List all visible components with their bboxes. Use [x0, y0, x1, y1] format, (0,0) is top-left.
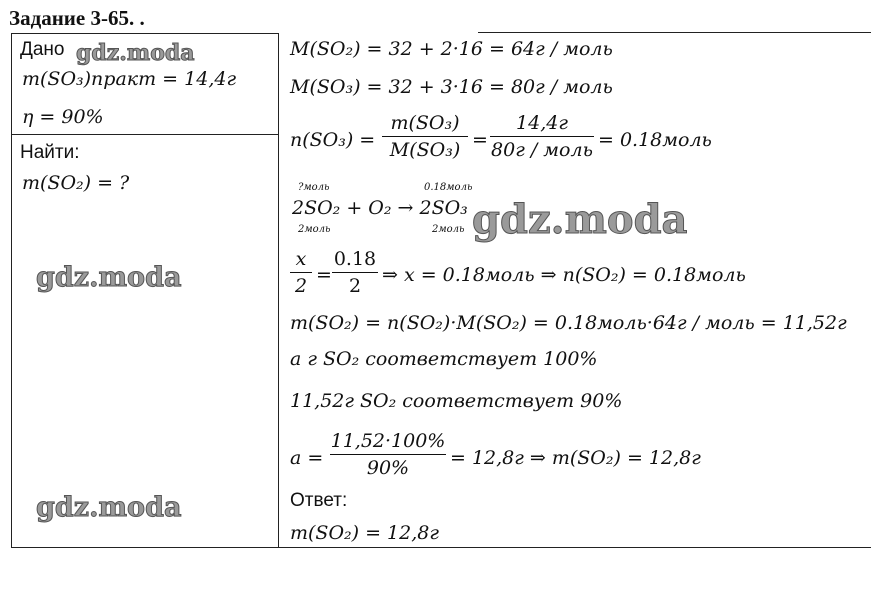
- fraction-bar: [382, 136, 468, 137]
- prop-x-denominator: 2: [294, 275, 308, 297]
- prop-018-denominator: 2: [348, 275, 362, 297]
- reaction-equation: 2SO₂ + O₂ → 2SO₃: [292, 197, 468, 219]
- molar-mass-so3: M(SO₃) = 32 + 3·16 = 80г / моль: [290, 76, 613, 98]
- a-lhs: а =: [290, 447, 324, 469]
- fraction-bar: [330, 454, 446, 455]
- watermark: gdz.moda: [36, 492, 182, 523]
- column-divider: [278, 33, 279, 548]
- given-mass-so3: m(SO₃)практ = 14,4г: [22, 68, 237, 90]
- prop-x-fraction: [290, 248, 312, 297]
- a-numerator: 11,52·100%: [330, 430, 446, 452]
- task-title: Задание 3-65. .: [9, 6, 145, 30]
- a-result: = 12,8г ⇒ m(SO₂) = 12,8г: [450, 447, 701, 469]
- n-so3-f2-denominator: 80г / моль: [491, 139, 593, 161]
- molar-mass-so2: M(SO₂) = 32 + 2·16 = 64г / моль: [290, 38, 613, 60]
- statement-a: а г SO₂ соответствует 100%: [290, 348, 598, 370]
- a-denominator: 90%: [366, 457, 410, 479]
- table-top-border: [11, 33, 278, 34]
- eq-below-right: 2моль: [432, 224, 465, 235]
- n-so3-f2-numerator: 14,4г: [516, 112, 568, 134]
- fraction-bar: [332, 272, 378, 273]
- prop-018-numerator: 0.18: [333, 248, 377, 270]
- n-so3-result: = 0.18моль: [598, 129, 712, 151]
- n-so3-f1-numerator: m(SO₃): [390, 112, 460, 134]
- n-so3-fraction-2: [490, 112, 594, 161]
- fraction-bar: [290, 272, 312, 273]
- statement-b: 11,52г SO₂ соответствует 90%: [290, 390, 623, 412]
- n-so3-f1-denominator: M(SO₃): [389, 139, 461, 161]
- prop-result: ⇒ x = 0.18моль ⇒ n(SO₂) = 0.18моль: [382, 264, 746, 286]
- n-so3-fraction-1: [382, 112, 468, 161]
- mass-so2-calc: m(SO₂) = n(SO₂)·M(SO₂) = 0.18моль·64г / моль = 11,52г: [290, 312, 847, 334]
- a-fraction: [330, 430, 446, 479]
- given-yield: η = 90%: [22, 106, 104, 128]
- answer-value: m(SO₂) = 12,8г: [290, 522, 439, 544]
- prop-equals: =: [316, 264, 332, 286]
- n-so3-lhs: n(SO₃) =: [290, 129, 376, 151]
- find-target: m(SO₂) = ?: [22, 172, 130, 194]
- fraction-bar: [490, 136, 594, 137]
- watermark: gdz.moda: [472, 196, 688, 243]
- prop-x-numerator: x: [295, 248, 307, 270]
- n-so3-equals: =: [472, 129, 488, 151]
- watermark: gdz.moda: [36, 262, 182, 293]
- prop-018-fraction: [332, 248, 378, 297]
- watermark: gdz.moda: [76, 40, 195, 66]
- given-find-divider: [11, 134, 278, 135]
- answer-label: Ответ:: [290, 490, 348, 511]
- given-label: Дано: [20, 39, 65, 60]
- eq-below-left: 2моль: [298, 224, 331, 235]
- find-label: Найти:: [20, 142, 80, 163]
- eq-above-right: 0.18моль: [424, 182, 473, 193]
- eq-above-left: ?моль: [298, 182, 330, 193]
